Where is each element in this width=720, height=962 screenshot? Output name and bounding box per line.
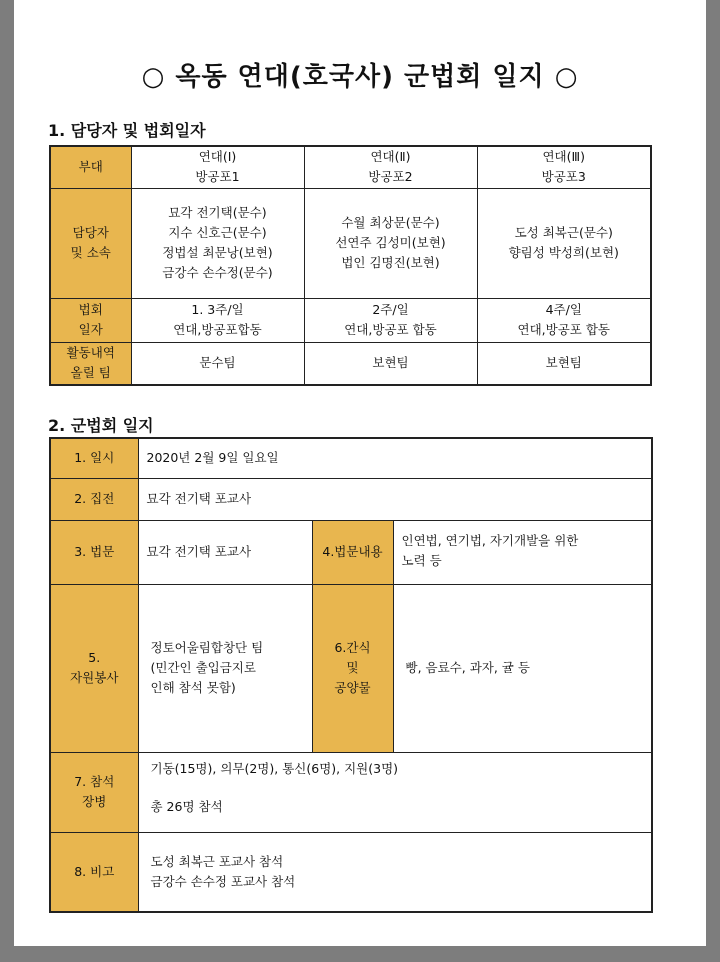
unit-cell-3: 연대(Ⅲ) 방공포3 — [477, 146, 651, 188]
staff-cell-3: 도성 최복근(문수) 향림성 박성희(보현) — [477, 188, 651, 298]
attendance-cell — [138, 752, 652, 832]
sermon-row — [50, 520, 652, 584]
staff-schedule-table — [49, 145, 652, 386]
team-cell-3: 보현팀 — [477, 342, 651, 385]
snack-label: 6.간식 및 공양물 — [312, 584, 393, 752]
dharma-date-cell-2: 2주/일 연대,방공포 합동 — [304, 298, 477, 342]
team-cell-2: 보현팀 — [304, 342, 477, 385]
attendance-label: 7. 참석 장병 — [50, 752, 138, 832]
volunteer-label: 5. 자원봉사 — [50, 584, 138, 752]
unit-label: 부대 — [50, 146, 131, 188]
unit-cell-2: 연대(Ⅱ) 방공포2 — [304, 146, 477, 188]
sermon-value: 묘각 전기택 포교사 — [138, 520, 312, 584]
dharma-date-cell-3: 4주/일 연대,방공포 합동 — [477, 298, 651, 342]
sermon-content-value: 인연법, 연기법, 자기개발을 위한 노력 등 — [393, 520, 652, 584]
section2-heading: 2. 군법회 일지 — [48, 416, 154, 435]
page-title: ○ 옥동 연대(호국사) 군법회 일지 ○ — [141, 62, 579, 92]
document-page — [14, 0, 706, 946]
attendance-total: 총 26명 참석 — [150, 798, 223, 814]
sermon-label: 3. 법문 — [50, 520, 138, 584]
host-value: 묘각 전기택 포교사 — [138, 478, 652, 520]
attendance-value: 기동(15명), 의무(2명), 통신(6명), 지원(3명) — [150, 760, 399, 776]
unit-row — [50, 146, 651, 188]
staff-cell-2: 수월 최상문(문수) 선연주 김성미(보현) 법인 김명진(보현) — [304, 188, 477, 298]
date-row — [50, 438, 652, 478]
notes-row — [50, 832, 652, 912]
volunteer-value: 정토어울림합창단 팀 (민간인 출입금지로 인해 참석 못함) — [138, 584, 312, 752]
team-cell-1: 문수팀 — [131, 342, 304, 385]
snack-value: 빵, 음료수, 과자, 귤 등 — [393, 584, 652, 752]
staff-cell-1: 묘각 전기택(문수) 지수 신호근(문수) 정법설 최문낭(보현) 금강수 손수정(문수) — [131, 188, 304, 298]
date-label: 1. 일시 — [50, 438, 138, 478]
section1-heading: 1. 담당자 및 법회일자 — [48, 121, 206, 140]
date-value: 2020년 2월 9일 일요일 — [138, 438, 652, 478]
team-row — [50, 342, 651, 385]
dharma-date-cell-1: 1. 3주/일 연대,방공포합동 — [131, 298, 304, 342]
sermon-content-label: 4.법문내용 — [312, 520, 393, 584]
staff-row — [50, 188, 651, 298]
staff-label: 담당자 및 소속 — [50, 188, 131, 298]
host-row — [50, 478, 652, 520]
dharma-date-label: 법회 일자 — [50, 298, 131, 342]
unit-cell-1: 연대(Ⅰ) 방공포1 — [131, 146, 304, 188]
dharma-date-row — [50, 298, 651, 342]
notes-label: 8. 비고 — [50, 832, 138, 912]
volunteer-row — [50, 584, 652, 752]
dharma-log-table — [49, 437, 653, 913]
team-label: 활동내역 올릴 팀 — [50, 342, 131, 385]
attendance-row — [50, 752, 652, 832]
host-label: 2. 집전 — [50, 478, 138, 520]
notes-value: 도성 최복근 포교사 참석 금강수 손수정 포교사 참석 — [138, 832, 652, 912]
